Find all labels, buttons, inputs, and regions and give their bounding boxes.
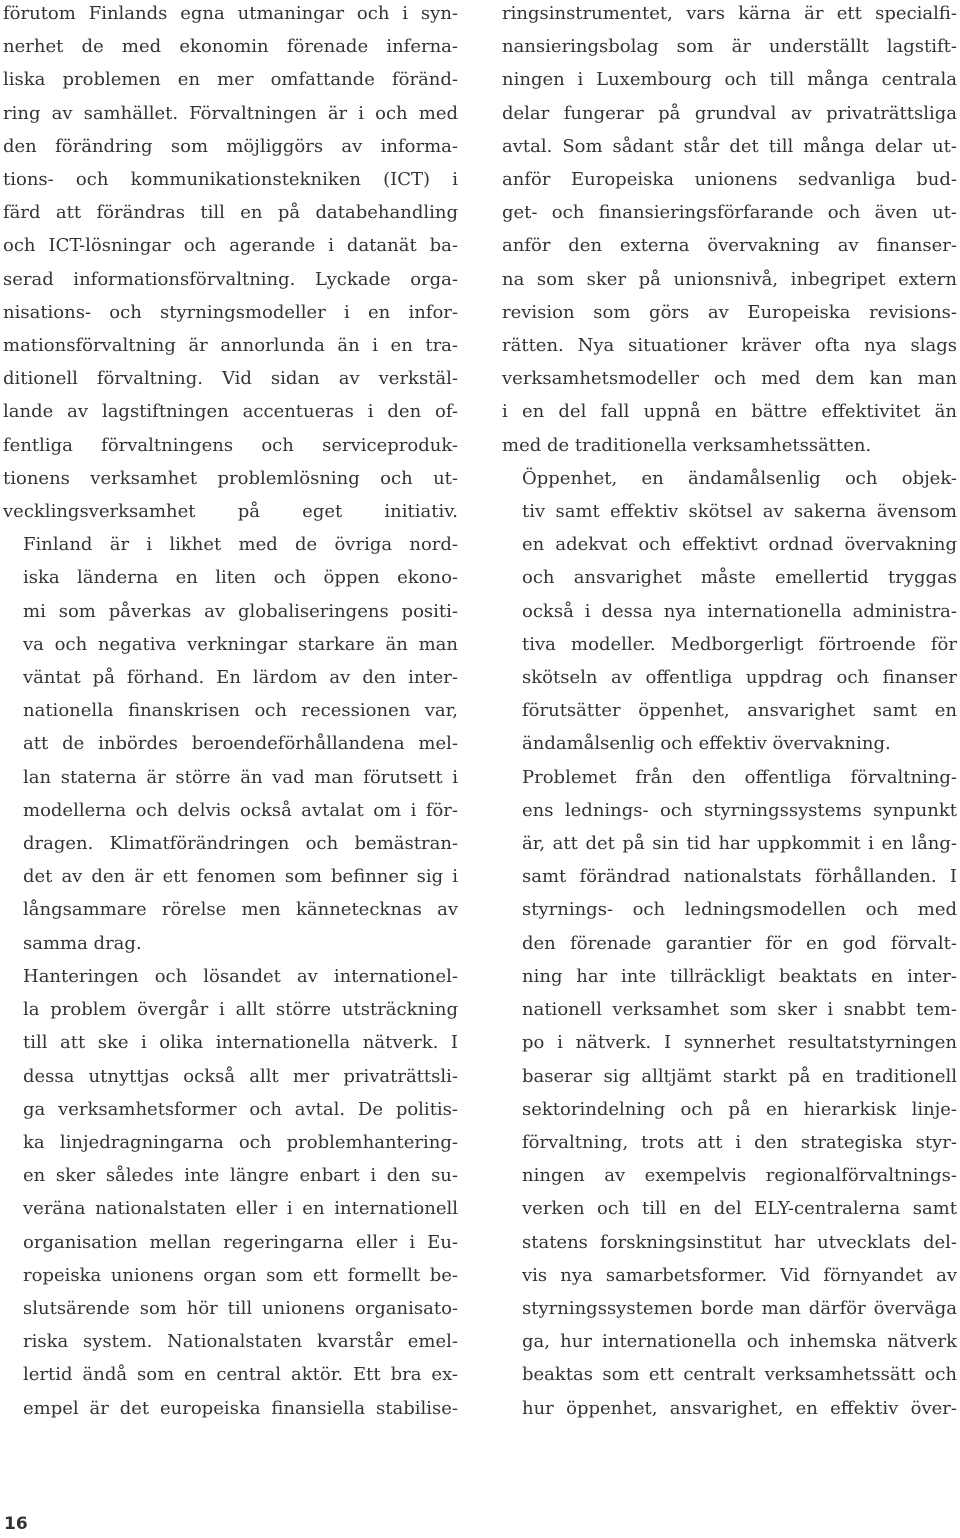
text-line: och ICT-lösningar och agerande i datanät ba- [3,235,458,257]
text-line: liska problemen en mer omfattande föränd- [3,69,458,91]
text-line: med de traditionella verksamhetssätten. [502,434,872,456]
paragraph-left-3 [3,960,458,1425]
text-line: den förenade garantier för en god förvalt- [522,932,957,954]
text-line: också i dessa nya internationella administra- [522,600,957,622]
text-line: anför Europeiska unionens sedvanliga bud- [502,169,957,191]
text-line: riska system. Nationalstaten kvarstår emel- [23,1331,458,1353]
text-line: styrningssystemen borde man därför överväga [522,1297,957,1319]
text-line: po i nätverk. I synnerhet resultatstyrningen [522,1032,957,1054]
text-line: sektorindelning och på en hierarkisk linje- [522,1098,957,1120]
text-line: get- och finansieringsförfarande och även ut- [502,202,957,224]
text-line: Problemet från den offentliga förvaltning- [522,766,957,788]
text-line: anför den externa övervakning av finanser- [502,235,957,257]
text-line: va och negativa verkningar starkare än man [23,633,458,655]
text-line: den förändring som möjliggörs av informa- [3,135,458,157]
text-line: mi som påverkas av globaliseringens positi- [23,600,458,622]
text-line: tiva modeller. Medborgerligt förtroende för [522,633,957,655]
text-line: en adekvat och effektivt ordnad övervakning [522,534,957,556]
text-line: delar fungerar på grundval av privaträttsliga [502,102,957,124]
text-line: la problem övergår i allt större utsträckning [23,999,458,1021]
text-line: färd att förändras till en på databehandling [3,202,458,224]
text-line: ningen i Luxembourg och till många centrala [502,69,957,91]
text-line: organisation mellan regeringarna eller i Eu- [23,1231,458,1253]
text-line: skötseln av offentliga uppdrag och finanser [522,667,957,689]
text-line: tiv samt effektiv skötsel av sakerna ävensom [522,501,957,523]
text-line: hur öppenhet, ansvarighet, en effektiv över- [522,1397,957,1419]
text-line: verken och till en del ELY-centralerna samt [522,1198,957,1220]
text-line: Öppenhet, en ändamålsenlig och objek- [522,467,957,489]
paragraph-right-2 [502,462,957,761]
text-line: tions- och kommunikationstekniken (ICT) i [3,169,458,191]
text-line: till att ske i olika internationella nätverk. I [23,1032,458,1054]
text-line: nerhet de med ekonomin förenade inferna- [3,36,458,58]
text-line: samt förändrad nationalstats förhållanden. I [522,866,957,888]
text-line: att de inbördes beroendeförhållandena mel- [23,733,458,755]
text-line: ditionell förvaltning. Vid sidan av verkstäl- [3,368,458,390]
text-line: förutsätter öppenhet, ansvarighet samt en [522,700,957,722]
text-line: ropeiska unionens organ som ett formellt be- [23,1264,458,1286]
text-line: i en del fall uppnå en bättre effektivitet än [502,401,957,423]
left-column [3,0,458,1425]
text-line: na som sker på unionsnivå, inbegripet extern [502,268,957,290]
text-line: tionens verksamhet problemlösning och ut- [3,467,458,489]
text-line: verksamhetsmodeller och med dem kan man [502,368,957,390]
text-line: Finland är i likhet med de övriga nord- [23,534,458,556]
text-line: lan staterna är större än vad man förutsett i [23,766,458,788]
text-line: vecklingsverksamhet på eget initiativ. [3,501,458,523]
text-line: revision som görs av Europeiska revisions- [502,301,957,323]
page-number: 16 [4,1514,28,1534]
text-line: lande av lagstiftningen accentueras i den of- [3,401,458,423]
paragraph-right-3 [502,761,957,1425]
text-line: ga verksamhetsformer och avtal. De politis- [23,1098,458,1120]
text-line: empel är det europeiska finansiella stabilise- [23,1397,458,1419]
text-line: är, att det på sin tid har uppkommit i en lång- [522,833,957,855]
paragraph-left-1 [3,0,458,528]
text-line: rätten. Nya situationer kräver ofta nya slags [502,335,957,357]
text-line: slutsärende som hör till unionens organisato- [23,1297,458,1319]
text-line: nationell verksamhet som sker i snabbt tem- [522,999,957,1021]
text-line: nansieringsbolag som är underställt lagstift- [502,36,957,58]
text-line: väntat på förhand. En lärdom av den inter- [23,667,458,689]
text-line: långsammare rörelse men kännetecknas av [23,899,458,921]
text-line: och ansvarighet måste emellertid tryggas [522,567,957,589]
text-line: ga, hur internationella och inhemska nätverk [522,1331,957,1353]
text-line: ningen av exempelvis regionalförvaltnings- [522,1165,957,1187]
text-line: en sker således inte längre enbart i den su- [23,1165,458,1187]
text-line: ring av samhället. Förvaltningen är i och med [3,102,458,124]
text-line: dessa utnyttjas också allt mer privaträttsli- [23,1065,458,1087]
text-line: styrnings- och ledningsmodellen och med [522,899,957,921]
text-line: mationsförvaltning är annorlunda än i en tra- [3,335,458,357]
text-line: ens lednings- och styrningssystems synpunkt [522,799,957,821]
text-line: vis nya samarbetsformer. Vid förnyandet av [522,1264,957,1286]
text-line: nationella finanskrisen och recessionen var, [23,700,458,722]
text-line: fentliga förvaltningens och serviceproduk- [3,434,458,456]
text-line: avtal. Som sådant står det till många delar ut- [502,135,957,157]
text-line: det av den är ett fenomen som befinner sig i [23,866,458,888]
text-line: nisations- och styrningsmodeller i en infor- [3,301,458,323]
text-line: statens forskningsinstitut har utvecklats del- [522,1231,957,1253]
text-line: serad informationsförvaltning. Lyckade orga- [3,268,458,290]
text-line: iska länderna en liten och öppen ekono- [23,567,458,589]
text-line: modellerna och delvis också avtalat om i för- [23,799,458,821]
text-line: samma drag. [23,932,142,954]
text-line: ändamålsenlig och effektiv övervakning. [522,733,891,755]
text-line: förutom Finlands egna utmaningar och i syn- [3,3,458,24]
right-column [502,0,957,1425]
text-line: dragen. Klimatförändringen och bemästran- [23,833,458,855]
paragraph-right-1 [502,0,957,462]
text-line: förvaltning, trots att i den strategiska styr- [522,1131,957,1153]
text-line: veräna nationalstaten eller i en internationell [23,1198,458,1220]
text-line: ka linjedragningarna och problemhantering- [23,1131,458,1153]
text-line: ning har inte tillräckligt beaktats en inter- [522,965,957,987]
text-line: beaktas som ett centralt verksamhetssätt och [522,1364,957,1386]
text-line: Hanteringen och lösandet av internationel- [23,965,458,987]
text-line: baserar sig alltjämt starkt på en traditionell [522,1065,957,1087]
text-line: ringsinstrumentet, vars kärna är ett specialfi- [502,3,957,24]
text-line: lertid ändå som en central aktör. Ett bra ex- [23,1364,458,1386]
paragraph-left-2 [3,528,458,960]
